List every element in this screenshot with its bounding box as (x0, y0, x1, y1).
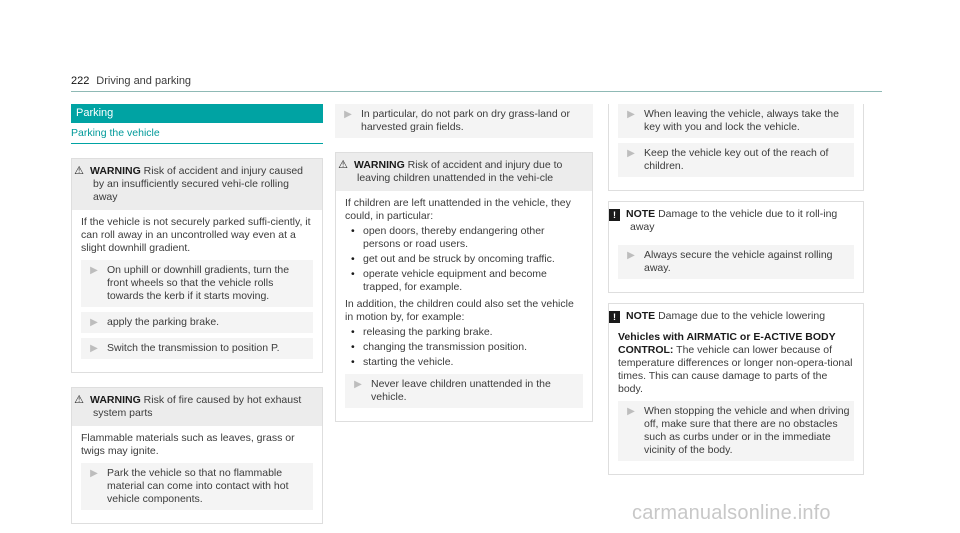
exclamation-icon: ! (609, 311, 620, 323)
subsection-heading: Parking the vehicle (71, 127, 323, 144)
steps-body (609, 104, 863, 190)
note-body (609, 329, 863, 474)
warning-label: WARNING (90, 165, 141, 177)
instruction-step (618, 245, 854, 279)
step-text: When leaving the vehicle, always take the key with you and lock the vehicle. (644, 108, 839, 133)
warning-box-children (335, 152, 593, 422)
step-text: Never leave children unattended in the vehicle. (371, 378, 551, 403)
step-arrow-icon: ▶ (627, 109, 635, 120)
bullet-list (345, 225, 583, 294)
note-body-text: The vehicle can lower because of temperature differences or longer non-opera-tional times. This can cause damage to parts of the body. (618, 344, 853, 395)
warning-header (336, 153, 592, 191)
warning-lead: Risk of accident and injury due to leaving children unattended in the vehi-cle (357, 159, 563, 184)
note-lead: Damage due to the vehicle lowering (658, 310, 826, 322)
step-arrow-icon: ▶ (90, 317, 98, 328)
warning-triangle-icon: ⚠ (338, 159, 348, 171)
step-text: In particular, do not park on dry grass-land or harvested grain fields. (361, 108, 570, 133)
note-text (618, 331, 854, 396)
warning-label: WARNING (90, 394, 141, 406)
warning-text: If children are left unattended in the vehicle, they could, in particular: (345, 197, 571, 222)
page-header (71, 75, 191, 88)
exclamation-icon: ! (609, 209, 620, 221)
step-text: On uphill or downhill gradients, turn the front wheels so that the vehicle rolls towards the kerb if it starts moving. (107, 264, 290, 302)
step-text: When stopping the vehicle and when driving off, make sure that there are no obstacles such as curbs under or in the immediate vicinity of the body. (644, 405, 850, 456)
instruction-step (81, 312, 313, 333)
step-text: Always secure the vehicle against rolling away. (644, 249, 833, 274)
step-arrow-icon: ▶ (627, 250, 635, 261)
bullet-list (345, 326, 583, 369)
page-number: 222 (71, 75, 90, 87)
warning-box-fire (71, 387, 323, 524)
list-item: • releasing the parking brake. (345, 326, 583, 339)
vehicle-variant-label: Vehicles with AIRMATIC or E-ACTIVE BODY CONTROL: (618, 331, 836, 356)
note-lead: Damage to the vehicle due to it roll-ing away (630, 208, 838, 233)
warning-text: Flammable materials such as leaves, grass or twigs may ignite. (81, 432, 295, 457)
instruction-step (618, 143, 854, 177)
step-arrow-icon: ▶ (354, 379, 362, 390)
warning-body (336, 191, 592, 421)
column-2 (335, 104, 593, 422)
watermark: carmanualsonline.info (632, 502, 831, 524)
warning-body (72, 210, 322, 372)
warning-lead: Risk of fire caused by hot exhaust system parts (93, 394, 302, 419)
step-arrow-icon: ▶ (90, 468, 98, 479)
instruction-step (618, 104, 854, 138)
step-arrow-icon: ▶ (344, 109, 352, 120)
note-box-rolling (608, 201, 864, 293)
instruction-step (335, 104, 593, 138)
instruction-step (81, 463, 313, 510)
warning-header (72, 388, 322, 426)
step-arrow-icon: ▶ (90, 343, 98, 354)
warning-label: WARNING (354, 159, 405, 171)
warning-text: If the vehicle is not securely parked suffi-ciently, it can roll away in an uncontrolled way even at a slight downhill gradient. (81, 216, 311, 254)
warning-triangle-icon: ⚠ (74, 165, 84, 177)
list-item: • operate vehicle equipment and become trapped, for example. (345, 268, 583, 294)
note-header (609, 304, 863, 329)
instruction-step (618, 401, 854, 461)
note-body (609, 245, 863, 292)
step-arrow-icon: ▶ (90, 265, 98, 276)
warning-triangle-icon: ⚠ (74, 394, 84, 406)
warning-text: In addition, the children could also set the vehicle in motion by, for example: (345, 298, 574, 323)
step-text: apply the parking brake. (107, 316, 220, 328)
note-label: NOTE (626, 208, 656, 220)
note-header (609, 202, 863, 240)
column-1 (71, 104, 323, 524)
header-divider (71, 91, 882, 92)
instruction-step (81, 338, 313, 359)
warning-header (72, 159, 322, 210)
column-3 (608, 104, 864, 475)
warning-lead: Risk of accident and injury caused by an insufficiently secured vehi-cle rolling away (93, 165, 304, 203)
note-label: NOTE (626, 310, 656, 322)
instruction-step (345, 374, 583, 408)
step-text: Park the vehicle so that no flammable material can come into contact with hot vehicle components. (107, 467, 289, 505)
instruction-step (81, 260, 313, 307)
list-item: • open doors, thereby endangering other persons or road users. (345, 225, 583, 251)
note-box-lowering (608, 303, 864, 475)
page-title: Driving and parking (96, 75, 192, 87)
step-text: Switch the transmission to position P. (107, 342, 280, 354)
warning-body (72, 426, 322, 523)
list-item: • changing the transmission position. (345, 341, 583, 354)
step-arrow-icon: ▶ (627, 148, 635, 159)
steps-box (608, 104, 864, 191)
section-heading: Parking (71, 104, 323, 123)
list-item: • starting the vehicle. (345, 356, 583, 369)
step-arrow-icon: ▶ (627, 406, 635, 417)
list-item: • get out and be struck by oncoming traffic. (345, 253, 583, 266)
step-text: Keep the vehicle key out of the reach of children. (644, 147, 829, 172)
warning-box-rolling (71, 158, 323, 373)
